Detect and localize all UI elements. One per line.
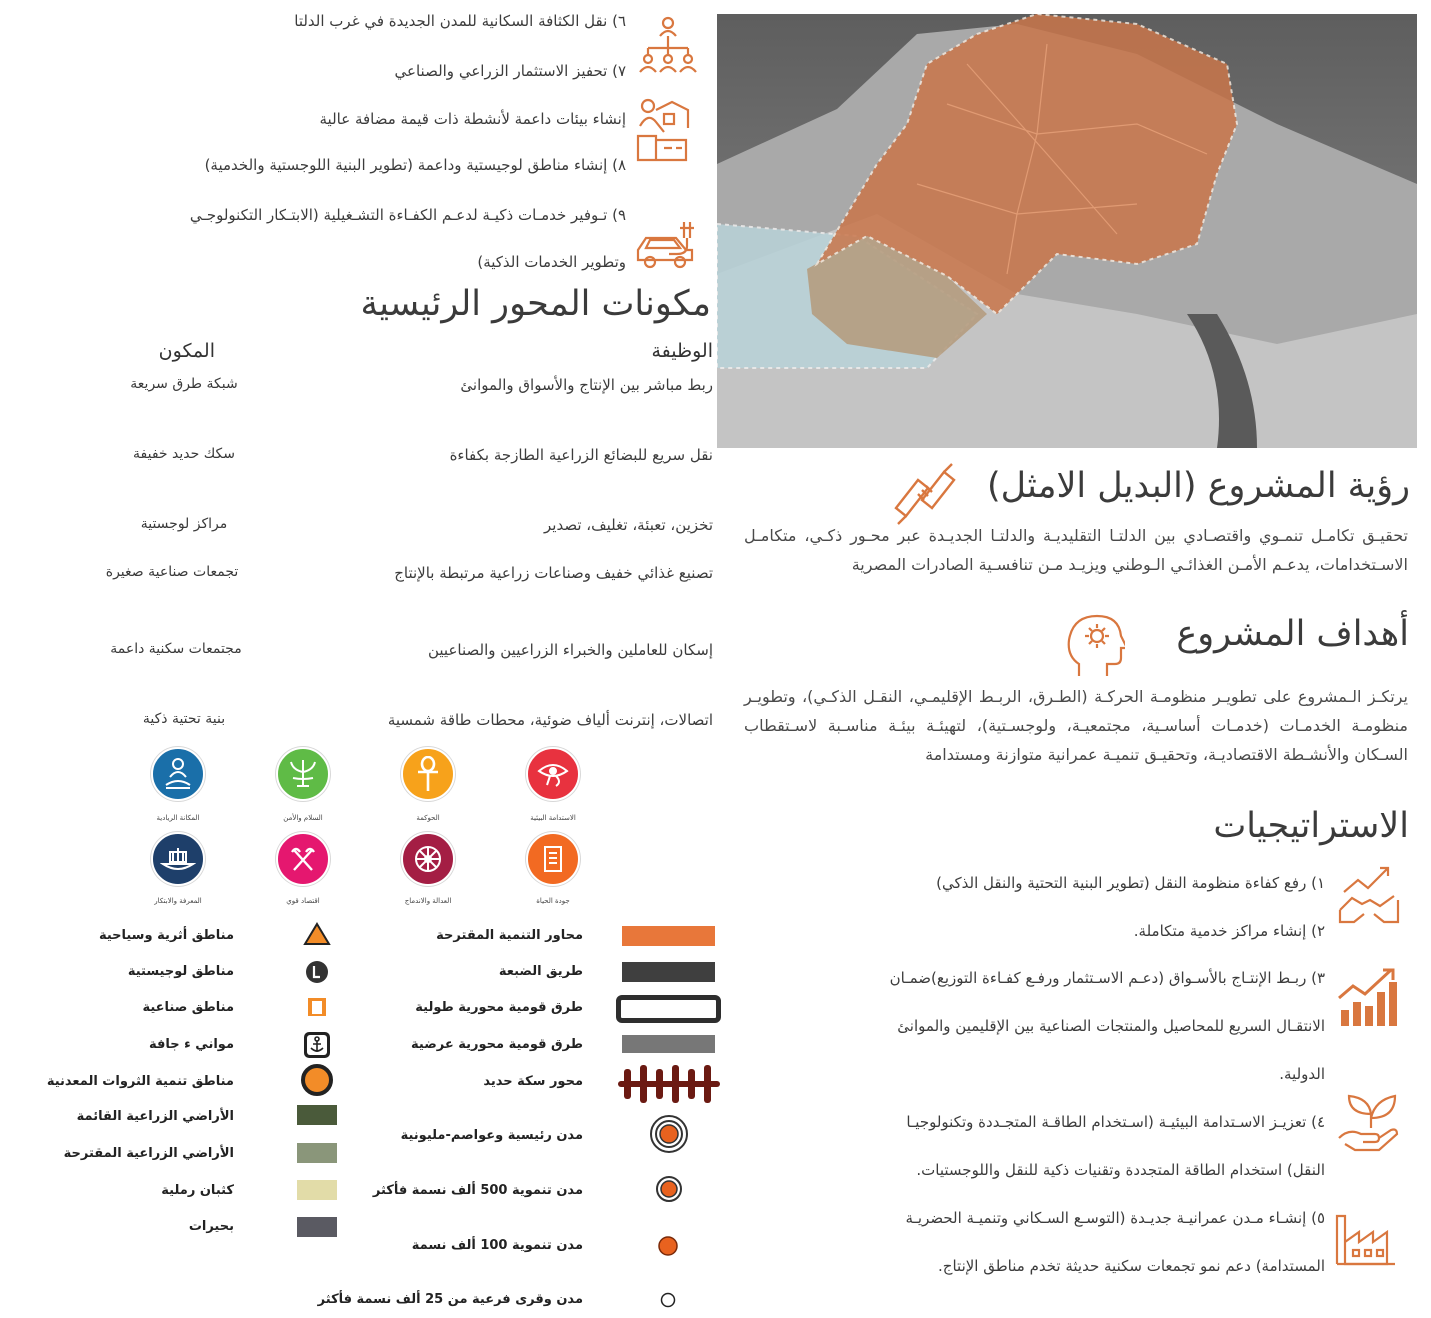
- legend-label: مناطق صناعية: [142, 1000, 234, 1015]
- legend-label: مدن رئيسية وعواصم-مليونية: [400, 1128, 583, 1143]
- sdg-label: جودة الحياة: [536, 897, 570, 905]
- lotus-icon: [276, 747, 330, 801]
- city-500k-icon: [655, 1175, 683, 1203]
- function-cell: نقل سريع للبضائع الزراعية الطازجة بكفاءة: [449, 446, 713, 464]
- function-cell: تصنيع غذائي خفيف وصناعات زراعية مرتبطة بالإنتاج: [394, 564, 713, 582]
- swatch-lakes: [297, 1217, 337, 1237]
- triangle-icon: [303, 922, 331, 946]
- function-cell: ربط مباشر بين الإنتاج والأسواق والموانئ: [460, 376, 713, 394]
- function-cell: إسكان للعاملين والخبراء الزراعيين والصناعيين: [427, 641, 713, 659]
- legend-label: محور سكة حديد: [483, 1074, 583, 1089]
- goals-title: أهداف المشروع: [1176, 614, 1409, 654]
- legend-label: مدن وقرى فرعية من 25 ألف نسمة فأكثر: [317, 1292, 583, 1307]
- component-cell: مراكز لوجستية: [140, 516, 228, 532]
- mineral-circle-icon: [301, 1064, 333, 1096]
- sdg-label: الاستدامة البيئية: [530, 814, 576, 822]
- goals-text: يرتكـز الـمشروع على تطويـر منظومـة الحركـة (الطـرق، الربـط الإقليمـي، النقـل الذكـي)، وتطويـر منظومـة الخدمـات (خدمـات أساسـية، مجتمعيـة، ولوجسـتية)، لتهيئـة بيئـة مناسـبة لاسـتقطاب السـكان والأنشـطة الاقتصاديـة، وتحقيـق تنميـة عمرانية متوازنة ومستدامة: [744, 687, 1408, 764]
- component-cell: بنية تحتية ذكية: [142, 711, 226, 727]
- components-title: مكونات المحور الرئيسية: [360, 284, 711, 324]
- column-header-component: المكون: [158, 340, 215, 362]
- investment-building-icon: [634, 96, 694, 164]
- top-item-6: ٦) نقل الكثافة السكانية للمدن الجديدة في غرب الدلتا: [294, 12, 626, 30]
- legend-orange-bar: [622, 926, 715, 946]
- legend-label: محاور التنمية المقترحة: [436, 928, 583, 943]
- strategy-3-line1: ٣) ربـط الإنتـاج بالأسـواق (دعـم الاسـتثمار ورفـع كفـاءة التوزيع)ضمـان: [889, 969, 1325, 987]
- top-item-7: ٧) تحفيز الاستثمار الزراعي والصناعي: [394, 62, 626, 80]
- city-major-icon: [649, 1114, 689, 1154]
- component-cell: مجتمعات سكنية داعمة: [110, 641, 242, 657]
- top-item-environments: إنشاء بيئات داعمة لأنشطة ذات قيمة مضافة عالية: [319, 110, 626, 128]
- top-item-9-line1: ٩) تـوفير خدمـات ذكيـة لدعـم الكفـاءة التشـغيلية (الابتـكار التكنولوجـي: [189, 206, 626, 224]
- column-header-function: الوظيفة: [651, 340, 713, 362]
- function-cell: اتصالات، إنترنت ألياف ضوئية، محطات طاقة شمسية: [387, 711, 713, 729]
- strategy-1: ١) رفع كفاءة منظومة النقل (تطوير البنية التحتية والنقل الذكي): [936, 874, 1325, 892]
- anchor-icon: [302, 1030, 332, 1060]
- crossed-crooks-icon: [276, 832, 330, 886]
- component-cell: سكك حديد خفيفة: [133, 446, 235, 462]
- top-item-9-line2: وتطوير الخدمات الذكية): [477, 253, 626, 271]
- legend-label: الأراضي الزراعية المقترحة: [63, 1146, 234, 1161]
- handshake-icon: [892, 462, 958, 526]
- logistics-l-icon: [305, 960, 329, 984]
- eye-of-horus-icon: [526, 747, 580, 801]
- vision-text: تحقيـق تكامـل تنمـوي واقتصـادي بين الدلتـا التقليديـة والدلتـا الجديـدة عبر محـور ذكـي، متكامـل الاسـتخدامات، يدعـم الأمـن الغذائـي الـوطني ويزيـد مـن تنافسـية الصادرات المصرية: [744, 526, 1408, 574]
- function-cell: تخزين، تعبئة، تغليف، تصدير: [544, 516, 713, 534]
- head-gear-icon: [1063, 612, 1125, 678]
- legend-label: مناطق أثرية وسياحية: [98, 928, 234, 943]
- wheel-icon: [401, 832, 455, 886]
- plant-hand-icon: [1335, 1088, 1401, 1154]
- legend-outlined-bar: [616, 995, 721, 1023]
- component-cell: شبكة طرق سريعة: [130, 376, 238, 392]
- strategy-3-line2: الانتقـال السريع للمحاصيل والمنتجات الصناعية بين الإقليمين والموانئ: [897, 1017, 1325, 1035]
- sdg-label: المكانة الريادية: [156, 814, 200, 822]
- legend-label: مناطق لوجيستية: [127, 964, 234, 979]
- scroll-icon: [526, 832, 580, 886]
- legend-label: كثبان رملية: [161, 1183, 234, 1198]
- legend-label: طرق قومية محورية طولية: [415, 1000, 583, 1015]
- city-100k-icon: [657, 1235, 679, 1257]
- railway-icon: [618, 1065, 720, 1103]
- sdg-label: السلام والأمن: [283, 814, 323, 822]
- legend-label: مناطق تنمية الثروات المعدنية: [46, 1074, 234, 1089]
- strategy-5-line2: المستدامة) دعم نمو تجمعات سكنية حديثة تخدم مناطق الإنتاج.: [938, 1257, 1325, 1275]
- strategy-3-line3: الدولية.: [1279, 1065, 1325, 1083]
- swatch-existing-agri: [297, 1105, 337, 1125]
- top-item-8: ٨) إنشاء مناطق لوجيستية وداعمة (تطوير البنية اللوجستية والخدمية): [204, 156, 626, 174]
- swatch-sand-dunes: [297, 1180, 337, 1200]
- legend-label: مدن تنموية 500 ألف نسمة فأكثر: [372, 1183, 583, 1198]
- sdg-label: اقتصاد قوي: [286, 897, 320, 905]
- people-network-icon: [634, 14, 702, 76]
- delta-satellite-map: [717, 14, 1417, 448]
- strategy-4-line2: النقل) استخدام الطاقة المتجددة وتقنيات ذكية للنقل واللوجستيات.: [916, 1161, 1325, 1179]
- bar-chart-growth-icon: [1335, 966, 1401, 1030]
- electric-car-icon: [632, 216, 702, 274]
- component-cell: تجمعات صناعية صغيرة: [105, 564, 239, 580]
- legend-gray-bar: [622, 1035, 715, 1053]
- legend-label: طريق الضبعة: [498, 964, 583, 979]
- legend-dark-bar: [622, 962, 715, 982]
- ankh-icon: [401, 747, 455, 801]
- scribe-statue-icon: [151, 747, 205, 801]
- growth-handshake-icon: [1336, 862, 1402, 928]
- factory-icon: [1333, 1212, 1399, 1268]
- industrial-square-icon: [306, 996, 328, 1018]
- sdg-label: المعرفة والابتكار: [154, 897, 202, 905]
- strategy-2: ٢) إنشاء مراكز خدمية متكاملة.: [1133, 922, 1325, 940]
- legend-label: بحيرات: [188, 1219, 234, 1234]
- swatch-proposed-agri: [297, 1143, 337, 1163]
- legend-label: مواني ء جافة: [148, 1037, 234, 1052]
- legend-label: الأراضي الزراعية القائمة: [76, 1109, 234, 1124]
- legend-label: مدن تنموية 100 ألف نسمة: [411, 1238, 583, 1253]
- strategies-title: الاستراتيجيات: [1213, 806, 1409, 846]
- pharaonic-boat-icon: [151, 832, 205, 886]
- sdg-label: العدالة والاندماج: [404, 897, 452, 905]
- city-small-icon: [660, 1292, 676, 1308]
- vision-title: رؤية المشروع (البديل الامثل): [986, 466, 1410, 506]
- strategy-4-line1: ٤) تعزيـز الاسـتدامة البيئيـة (اسـتخدام الطاقـة المتجـددة وتكنولوجيـا: [906, 1113, 1325, 1131]
- strategy-5-line1: ٥) إنشـاء مـدن عمرانيـة جديـدة (التوسـع السـكاني وتنميـة الحضريـة: [905, 1209, 1325, 1227]
- sdg-label: الحوكمة: [416, 814, 440, 822]
- legend-label: طرق قومية محورية عرضية: [411, 1037, 583, 1052]
